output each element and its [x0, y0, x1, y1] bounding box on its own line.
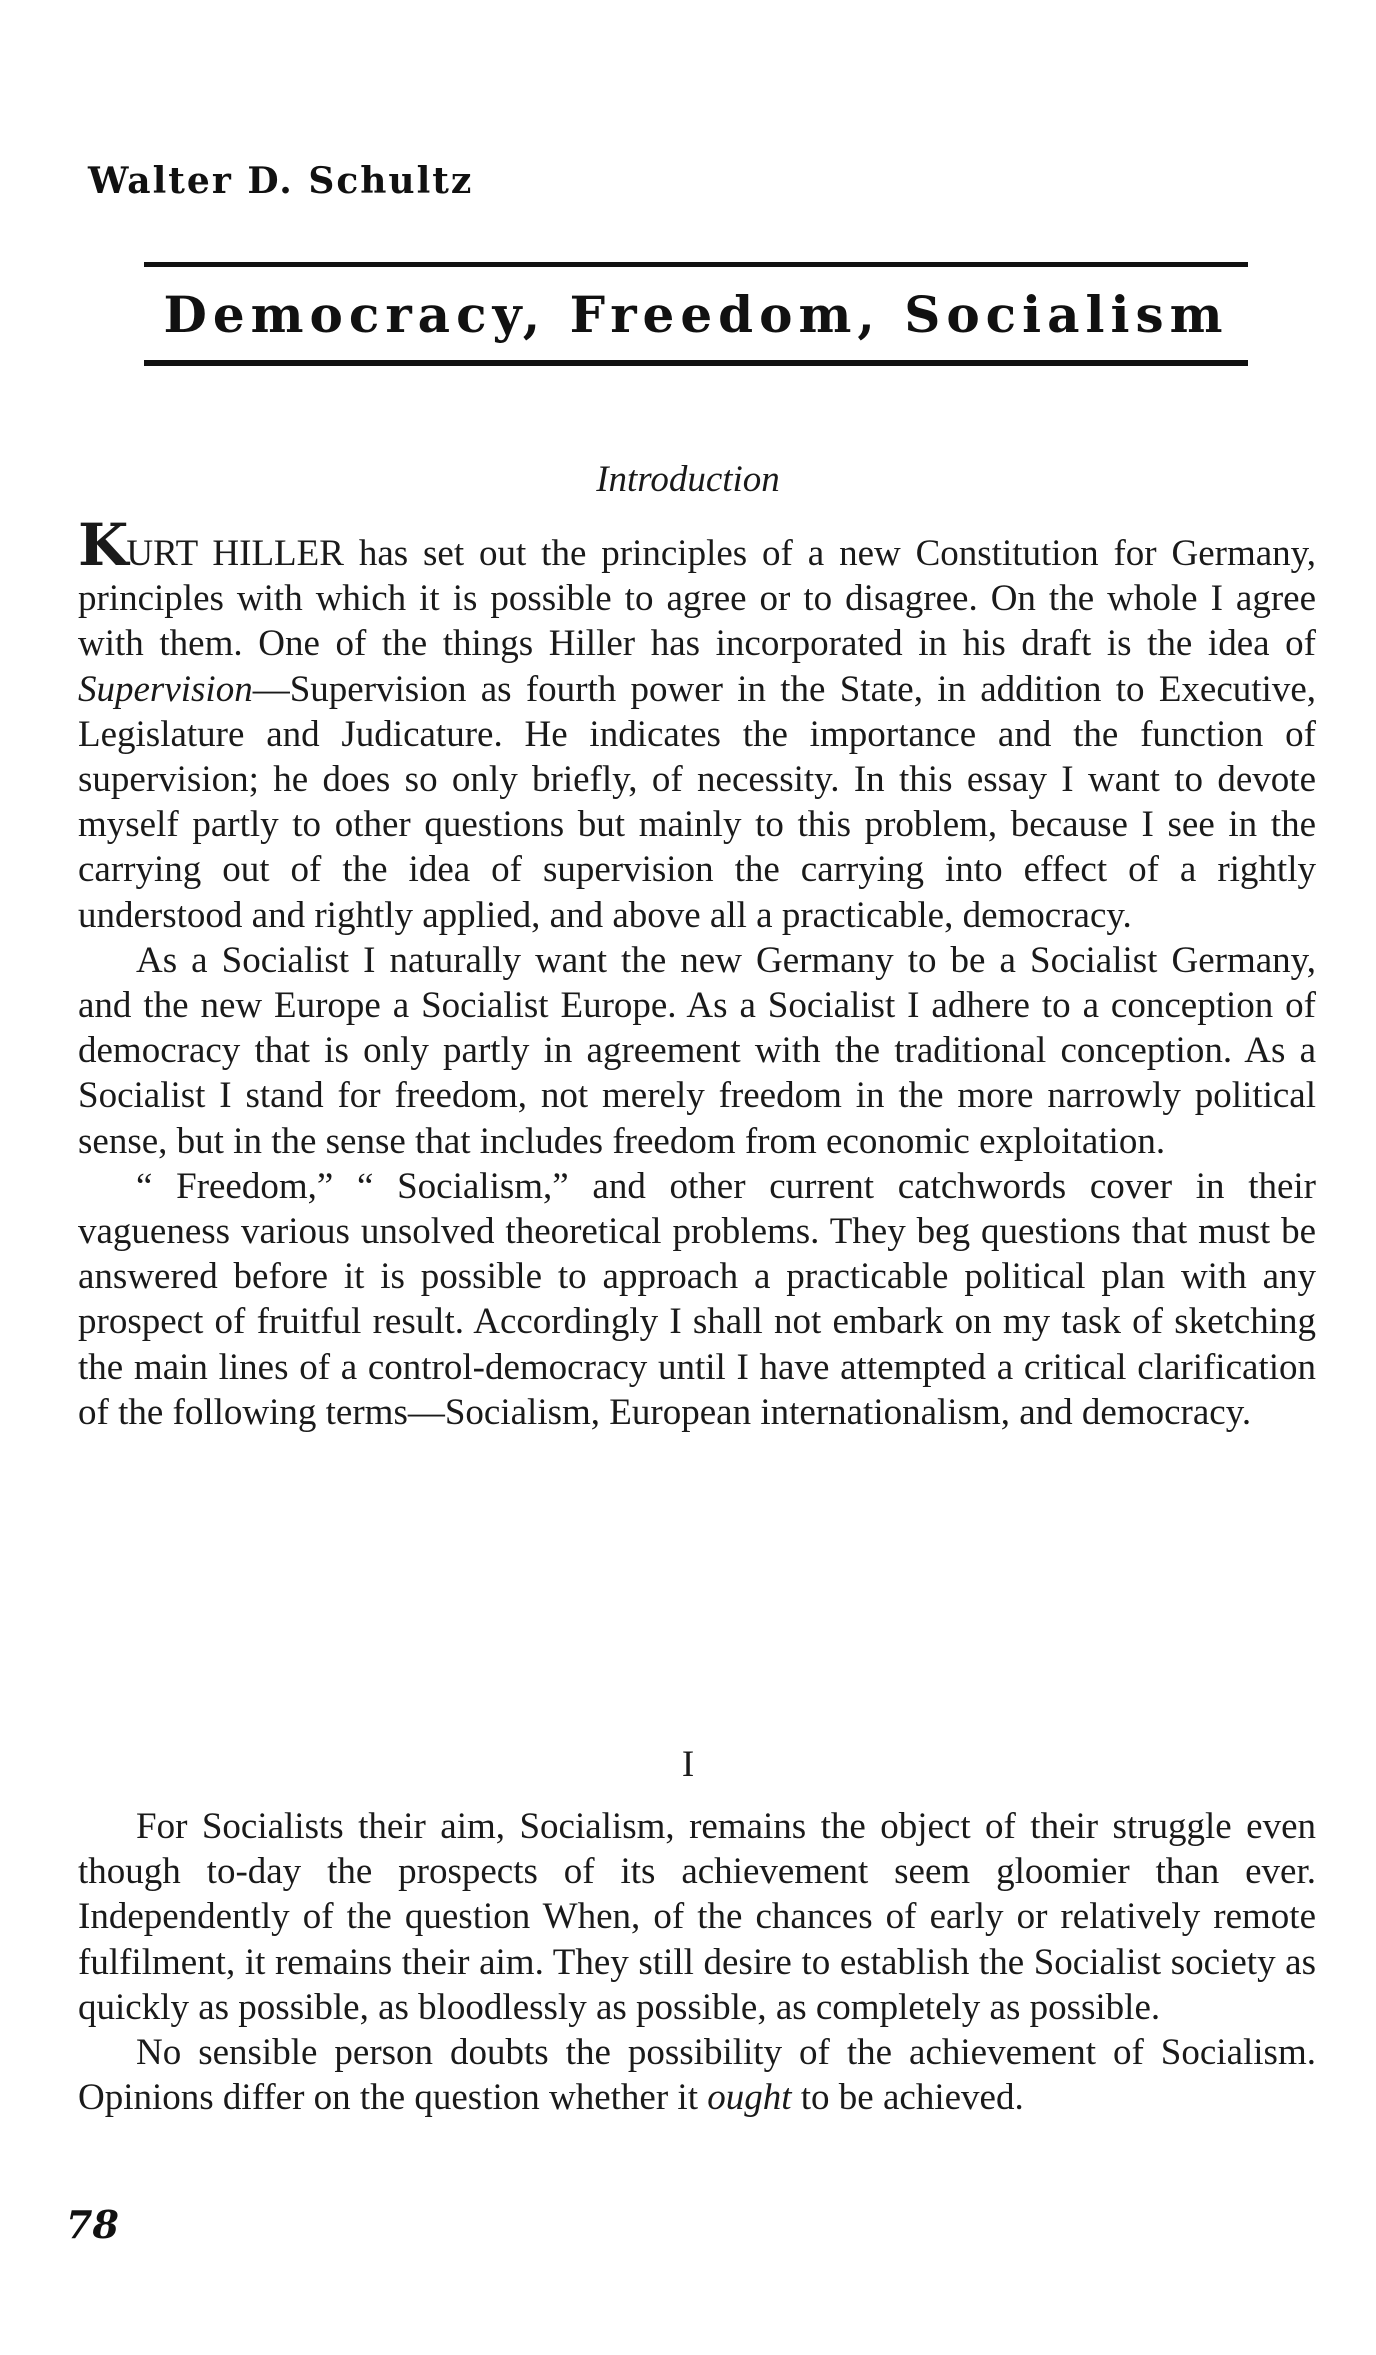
- s1-p2-part-a: No sensible person doubts the possibility of the achievement of Socialism. Opinions differ on the question whether it: [78, 2032, 1316, 2119]
- introduction-heading: Introduction: [596, 459, 780, 500]
- s1-p2-part-b: to be achieved.: [791, 2077, 1024, 2119]
- page-number: 78: [66, 2202, 119, 2247]
- title-rule-bottom: [144, 360, 1248, 366]
- intro-p1-emphasis: Supervision: [78, 668, 253, 710]
- intro-paragraph-2: As a Socialist I naturally want the new Germany to be a Socialist Germany, and the new Europe a Socialist Europe. As a Socialist I adhere to a conception of democracy that is only partly in agreement with the traditional conception. As a Socialist I stand for freedom, not merely freedom in the more narrowly political sense, but in the sense that includes freedom from economic exploitation.: [78, 939, 1316, 1162]
- intro-p1-part-a: URT HILLER has set out the principles of a new Constitution for Germany, principles with which it is possible to agree or to disagree. On the whole I agree with them. One of the things Hiller has incorporated in his draft is the idea of: [78, 533, 1316, 665]
- section-1-heading: I: [681, 1744, 695, 1785]
- s1-p2-emphasis: ought: [707, 2077, 792, 2119]
- section-1-paragraph-2: [78, 2030, 1316, 2120]
- author-name: Walter D. Schultz: [88, 160, 474, 202]
- section-1-text: [78, 1804, 1316, 2120]
- intro-p1-part-b: —Supervision as fourth power in the State, in addition to Executive, Legislature and Judicature. He indicates the importance and the function of supervision; he does so only briefly, of necessity. In this essay I want to devote myself partly to other questions but mainly to this problem, because I see in the carrying out of the idea of supervision the carrying into effect of a rightly understood and rightly applied, and above all a practicable, democracy.: [78, 668, 1316, 936]
- section-1-paragraph-1: For Socialists their aim, Socialism, remains the object of their struggle even though to-day the prospects of its achievement seem gloomier than ever. Independently of the question When, of the chances of early or relatively remote fulfilment, it remains their aim. They still desire to establish the Socialist society as quickly as possible, as bloodlessly as possible, as completely as possible.: [78, 1806, 1316, 2028]
- article-title: Democracy, Freedom, Socialism: [163, 285, 1229, 344]
- drop-cap: K: [78, 511, 127, 579]
- title-block: [144, 262, 1248, 366]
- introduction-text: [78, 511, 1316, 1435]
- intro-paragraph-3: “ Freedom,” “ Socialism,” and other current catchwords cover in their vagueness various unsolved theoretical problems. They beg questions that must be answered before it is possible to approach a practicable political plan with any prospect of fruitful result. Accordingly I shall not embark on my task of sketching the main lines of a control-democracy until I have attempted a critical clarification of the following terms—Socialism, European internationalism, and democracy.: [78, 1165, 1316, 1433]
- intro-paragraph-1: [78, 511, 1316, 938]
